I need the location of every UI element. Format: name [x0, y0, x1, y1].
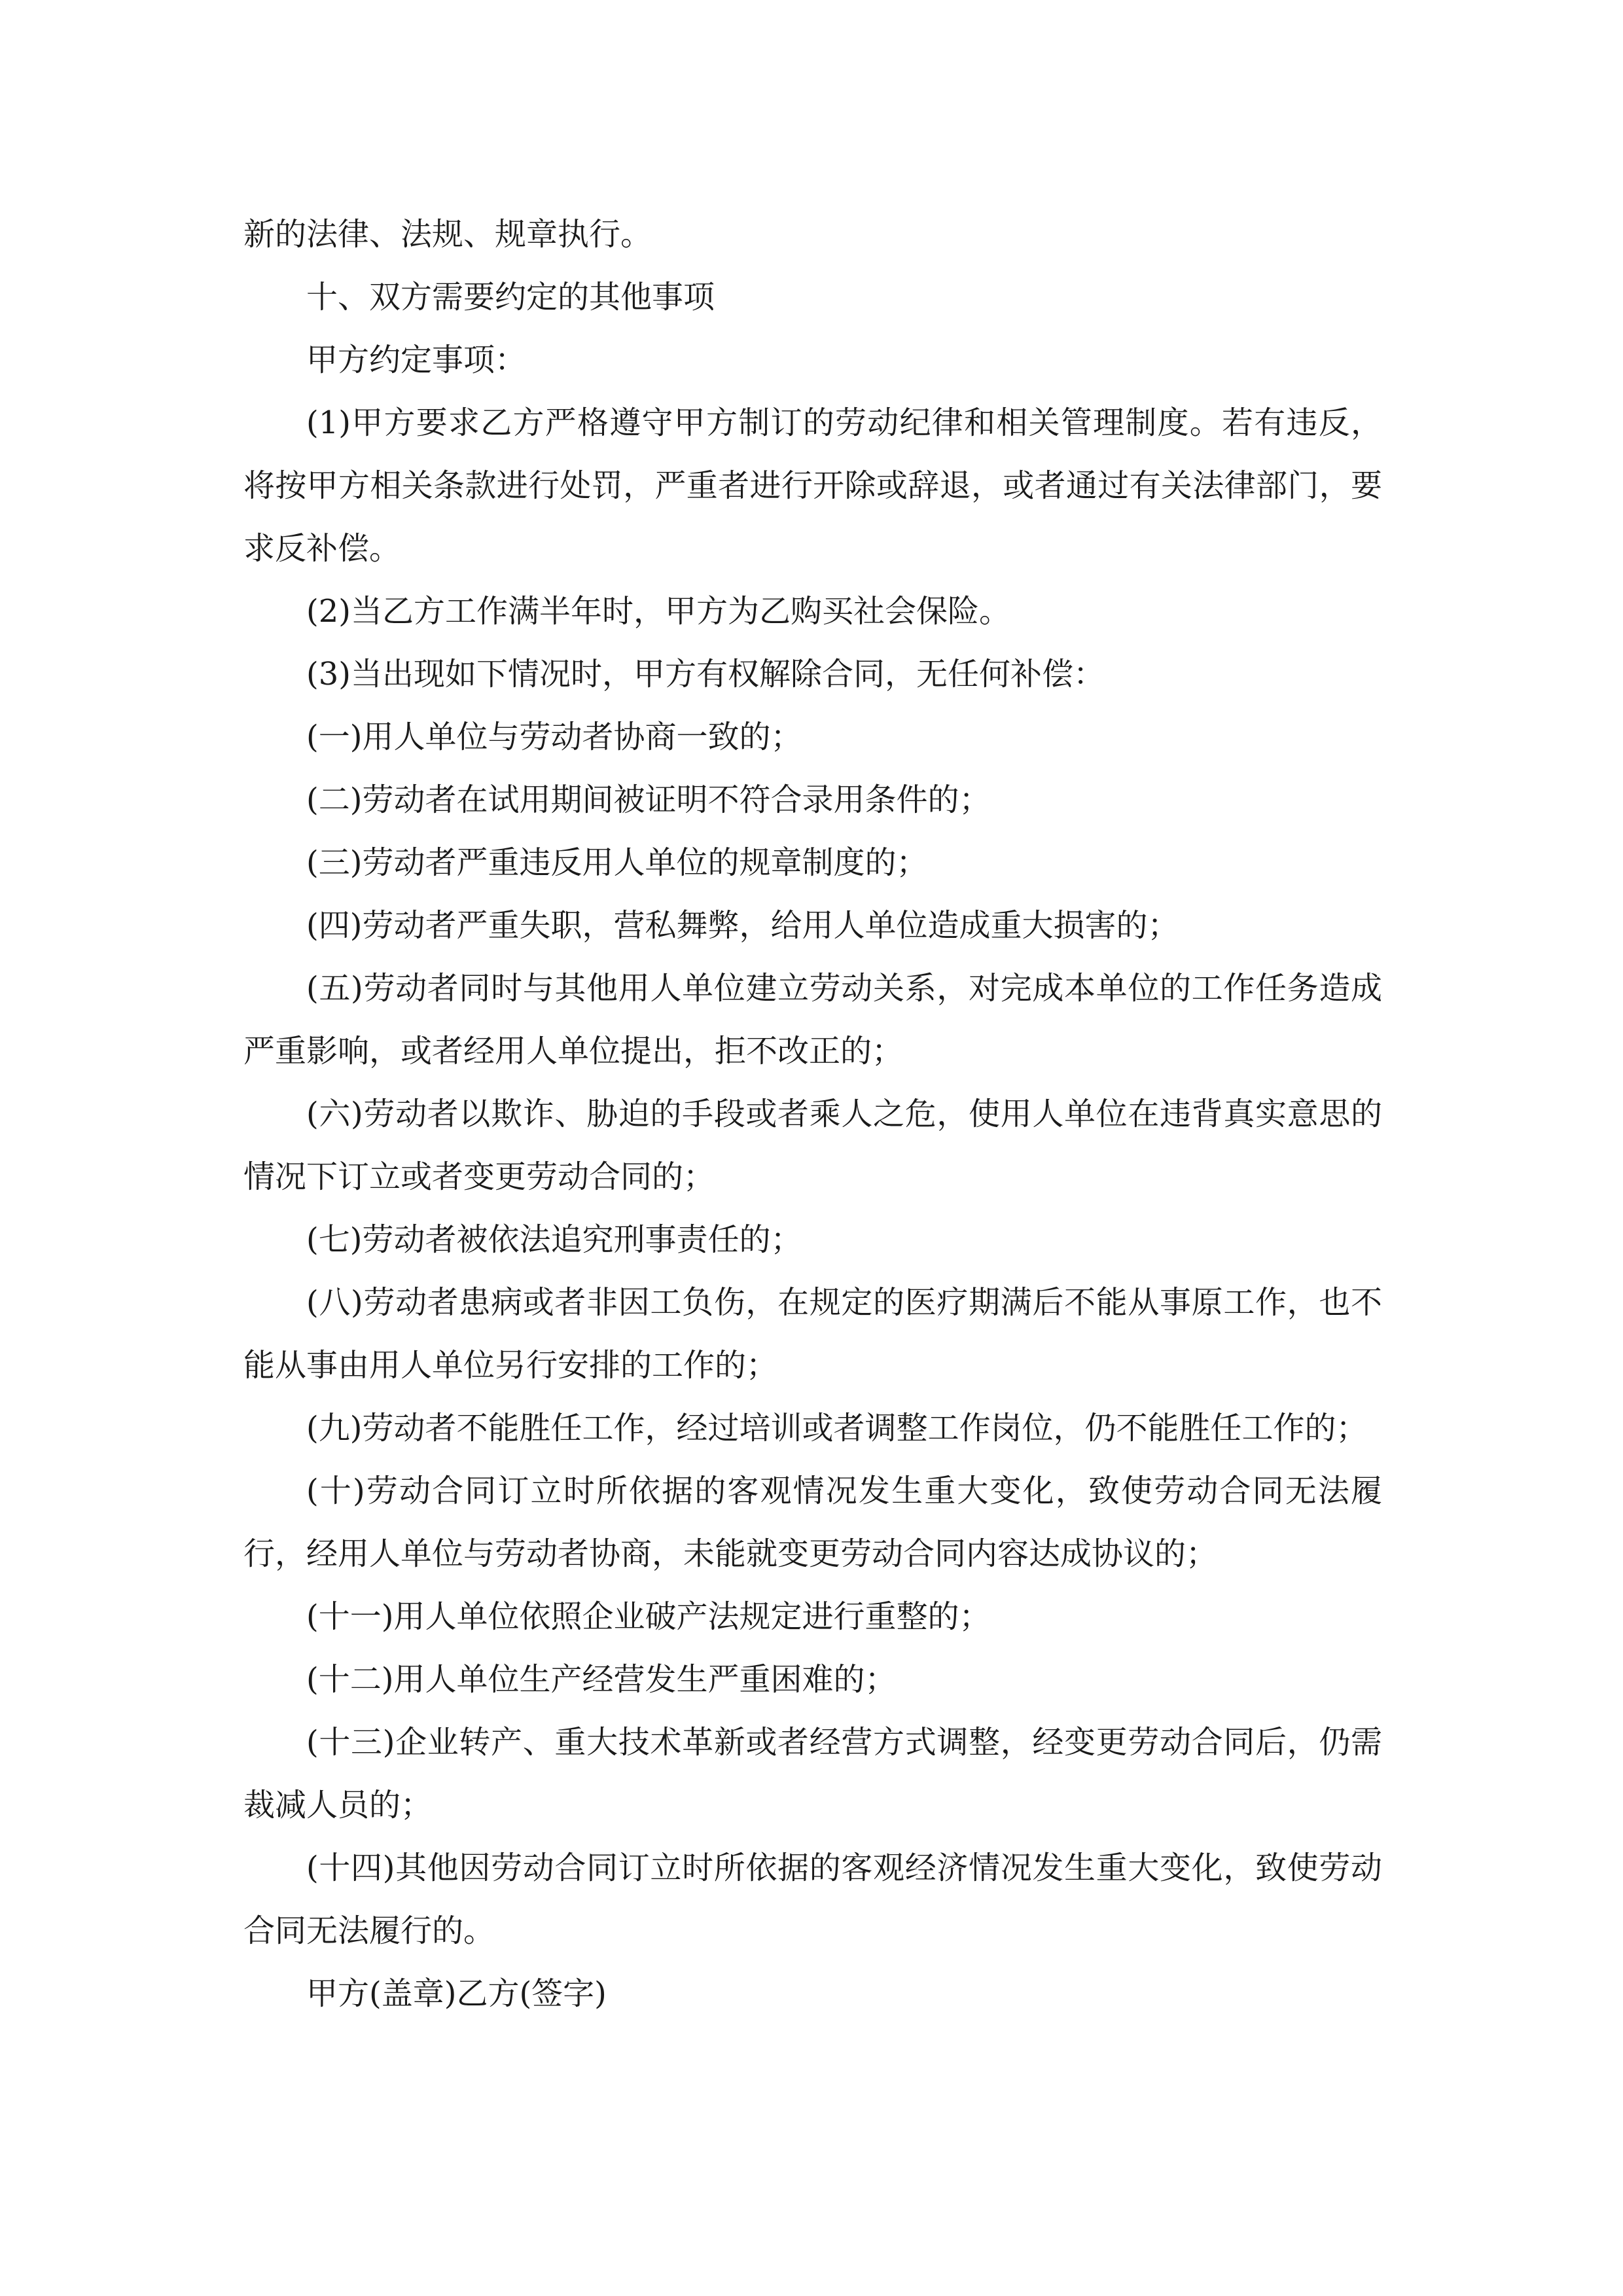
- list-item: (十一)用人单位依照企业破产法规定进行重整的；: [306, 1598, 991, 1635]
- list-item: (九)劳动者不能胜任工作，经过培训或者调整工作岗位，仍不能胜任工作的；: [306, 1410, 1368, 1446]
- list-item: (十四)其他因劳动合同订立时所依据的客观经济情况发生重大变化，致使劳动合同无法履行的。: [243, 1850, 1382, 1949]
- list-item: (四)劳动者严重失职，营私舞弊，给用人单位造成重大损害的；: [306, 907, 1179, 944]
- clause-1: (1)甲方要求乙方严格遵守甲方制订的劳动纪律和相关管理制度。若有违反，将按甲方相关条款进行处罚，严重者进行开除或辞退，或者通过有关法律部门，要求反补偿。: [243, 404, 1382, 567]
- list-item: (五)劳动者同时与其他用人单位建立劳动关系，对完成本单位的工作任务造成严重影响，或者经用人单位提出，拒不改正的；: [243, 970, 1382, 1069]
- clause-2: (2)当乙方工作满半年时，甲方为乙购买社会保险。: [306, 593, 1010, 630]
- list-item: (七)劳动者被依法追究刑事责任的；: [306, 1221, 802, 1258]
- list-item: (十三)企业转产、重大技术革新或者经营方式调整，经变更劳动合同后，仍需裁减人员的；: [243, 1724, 1382, 1823]
- list-item: (六)劳动者以欺诈、胁迫的手段或者乘人之危，使用人单位在违背真实意思的情况下订立或者变更劳动合同的；: [243, 1096, 1382, 1195]
- list-item: (三)劳动者严重违反用人单位的规章制度的；: [306, 844, 928, 881]
- clause-3: (3)当出现如下情况时，甲方有权解除合同，无任何补偿：: [306, 656, 1105, 692]
- list-item: (八)劳动者患病或者非因工负伤，在规定的医疗期满后不能从事原工作，也不能从事由用人单位另行安排的工作的；: [243, 1284, 1382, 1384]
- list-item: (一)用人单位与劳动者协商一致的；: [306, 719, 802, 755]
- document-body: [243, 203, 1382, 2025]
- list-item: (二)劳动者在试用期间被证明不符合录用条件的；: [306, 781, 991, 818]
- section-heading: 十、双方需要约定的其他事项: [306, 279, 715, 315]
- signature-line: 甲方(盖章)乙方(签字): [306, 1975, 607, 2012]
- list-item: (十二)用人单位生产经营发生严重困难的；: [306, 1661, 897, 1698]
- subsection-heading: 甲方约定事项：: [306, 342, 527, 378]
- paragraph-continuation: 新的法律、法规、规章执行。: [243, 216, 652, 253]
- list-item: (十)劳动合同订立时所依据的客观情况发生重大变化，致使劳动合同无法履行，经用人单位与劳动者协商，未能就变更劳动合同内容达成协议的；: [243, 1473, 1382, 1572]
